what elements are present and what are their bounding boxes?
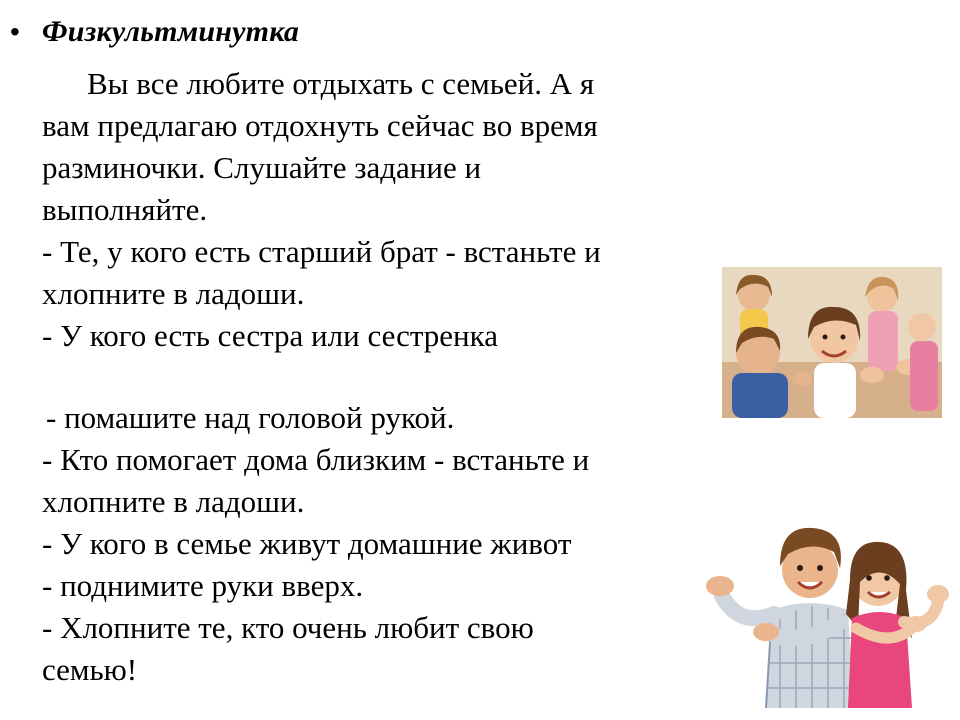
slide-title: Физкультминутка [42,15,300,48]
text-line: хлопните в ладоши. [42,484,305,519]
body-text-block-2 [42,397,589,691]
text-line: - У кого есть сестра или сестренка [42,318,498,353]
text-line: - поднимите руки вверх. [42,568,364,603]
text-line: - помашите над головой рукой. [46,400,455,435]
two-kids-waving-photo [700,518,950,708]
text-line: разминочки. Слушайте задание и [42,150,482,185]
bullet-marker: • [10,16,20,47]
text-line: хлопните в ладоши. [42,276,305,311]
text-line: - Те, у кого есть старший брат - встаньте и [42,234,601,269]
children-clapping-photo [722,267,942,418]
text-line: вам предлагаю отдохнуть сейчас во время [42,108,598,143]
text-line: Вы все любите отдыхать с семьей. А я [87,66,595,101]
text-line: - Кто помогает дома близким - встаньте и [42,442,590,477]
text-line: - У кого в семье живут домашние живот [42,526,572,561]
text-line: семью! [42,652,138,687]
children-clapping-illustration [722,267,942,418]
text-line: выполняйте. [42,192,208,227]
body-text-block-1 [42,63,601,357]
two-kids-waving-illustration [700,518,950,708]
text-line: - Хлопните те, кто очень любит свою [42,610,534,645]
